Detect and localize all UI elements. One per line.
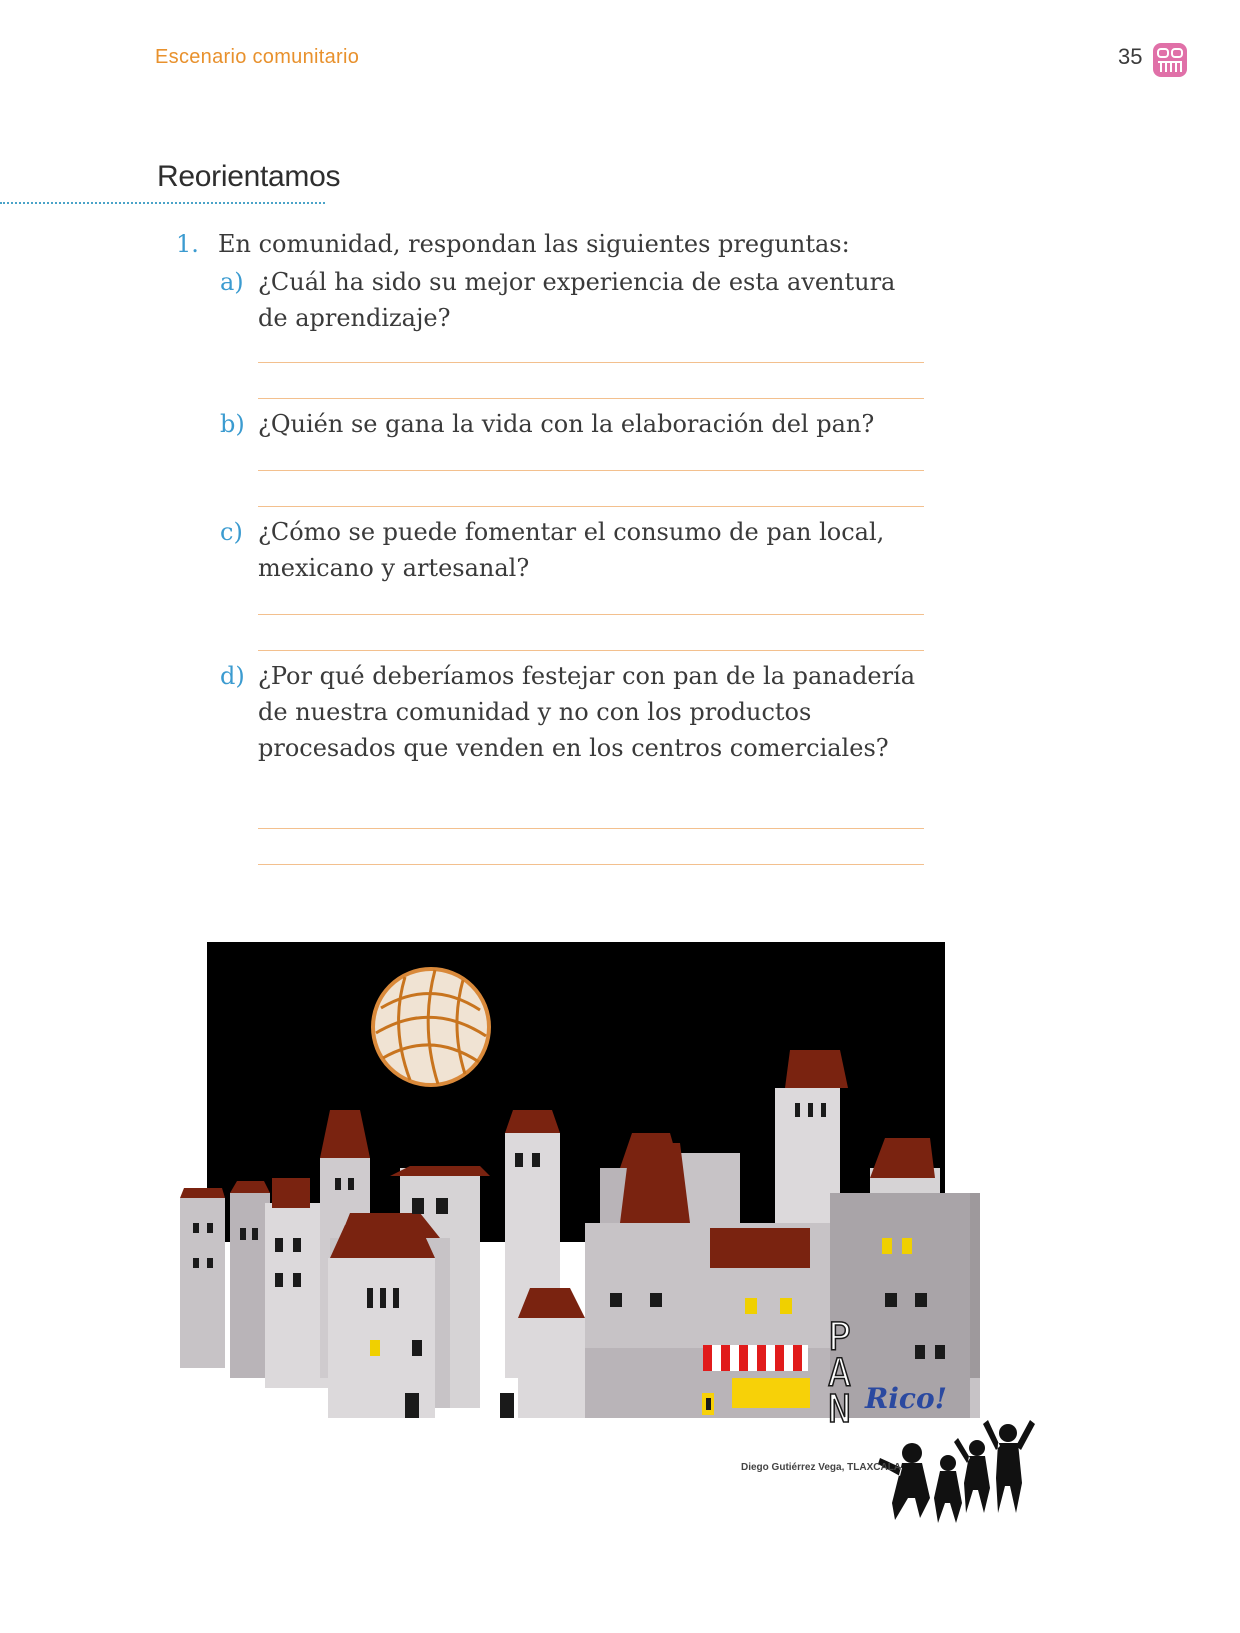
question-text: ¿Por qué deberíamos festejar con pan de la panadería de nuestra comunidad y no con los productos procesados que venden en los centros comerciales? <box>258 662 916 762</box>
answer-line[interactable] <box>258 506 924 507</box>
question-letter: d) <box>220 662 245 690</box>
page-number: 35 <box>1118 44 1143 69</box>
answer-line[interactable] <box>258 828 924 829</box>
sign-word: Rico! <box>865 1382 947 1415</box>
question-text: En comunidad, respondan las siguientes preguntas: <box>218 230 850 258</box>
question-a <box>220 264 918 336</box>
question-letter: b) <box>220 410 245 438</box>
children-silhouettes <box>878 1420 1035 1523</box>
title-underline <box>0 202 325 204</box>
question-text: ¿Cómo se puede fomentar el consumo de pan local, mexicano y artesanal? <box>258 518 885 582</box>
sign-letter-a: A <box>828 1351 851 1395</box>
question-letter: a) <box>220 268 244 296</box>
question-text: ¿Quién se gana la vida con la elaboración del pan? <box>258 410 875 438</box>
question-letter: c) <box>220 518 243 546</box>
concha-moon <box>373 969 489 1085</box>
town-night-illustration <box>180 938 1060 1558</box>
question-number: 1. <box>176 230 199 258</box>
question-main <box>176 230 850 258</box>
section-header: Escenario comunitario <box>155 46 360 68</box>
answer-line[interactable] <box>258 614 924 615</box>
answer-line[interactable] <box>258 650 924 651</box>
question-c <box>220 514 918 586</box>
question-text: ¿Cuál ha sido su mejor experiencia de esta aventura de aprendizaje? <box>258 268 896 332</box>
question-b <box>220 406 918 442</box>
section-title: Reorientamos <box>157 160 341 193</box>
pan-sign <box>828 1315 851 1431</box>
sign-letter-n: N <box>828 1387 851 1431</box>
sign-letter-p: P <box>828 1315 851 1359</box>
answer-line[interactable] <box>258 864 924 865</box>
answer-line[interactable] <box>258 362 924 363</box>
question-d <box>220 658 918 766</box>
answer-line[interactable] <box>258 470 924 471</box>
answer-line[interactable] <box>258 398 924 399</box>
glyph-icon <box>1152 42 1188 78</box>
illustration-credit: Diego Gutiérrez Vega, TLAXCALA <box>741 1462 902 1473</box>
